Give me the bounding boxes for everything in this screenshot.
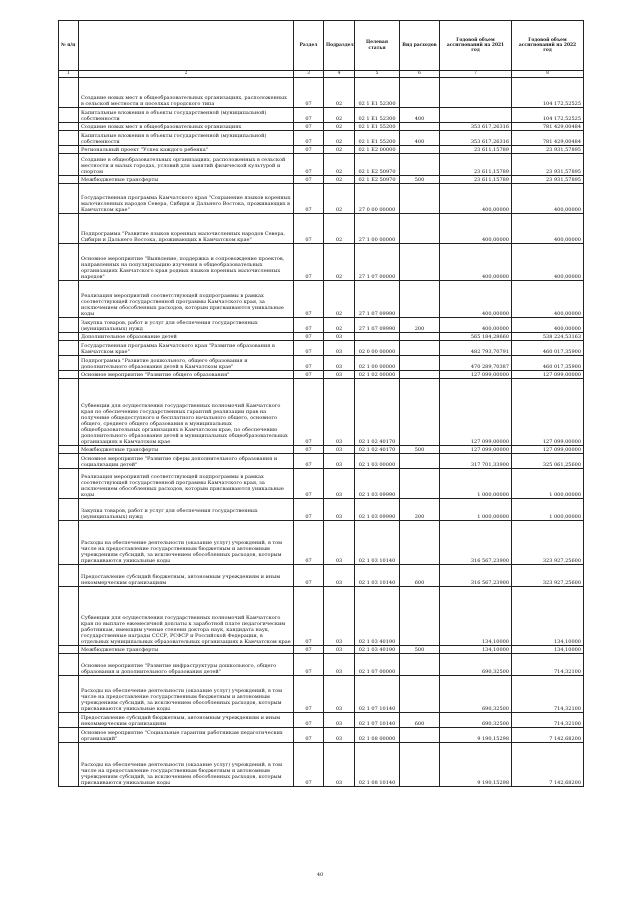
row-amount-2021: 127 099,00000	[440, 371, 512, 379]
row-expense-type	[400, 78, 440, 108]
row-target-article	[355, 333, 400, 341]
row-expense-type	[400, 379, 440, 446]
row-amount-2021: 316 567,23900	[440, 565, 512, 587]
table-row	[59, 123, 584, 131]
row-razdel: 07	[294, 371, 324, 379]
table-row	[59, 521, 584, 565]
row-target-article: 02 1 Е2 50970	[355, 176, 400, 184]
row-razdel: 07	[294, 108, 324, 123]
row-podrazdel: 02	[324, 78, 355, 108]
row-name: Подпрограмма "Развитие дошкольного, общего образования и дополнительного образования детей в Камчатском крае"	[79, 356, 294, 371]
row-amount-2022: 781 429,00484	[512, 131, 584, 146]
row-amount-2021	[440, 108, 512, 123]
row-razdel: 07	[294, 176, 324, 184]
row-podrazdel: 03	[324, 654, 355, 676]
row-expense-type	[400, 333, 440, 341]
row-razdel: 07	[294, 318, 324, 333]
table-row	[59, 131, 584, 146]
row-razdel: 07	[294, 281, 324, 318]
row-razdel: 07	[294, 654, 324, 676]
row-name: Межбюджетные трансферты	[79, 176, 294, 184]
table-row	[59, 565, 584, 587]
row-target-article: 27 1 07 00000	[355, 244, 400, 281]
row-podrazdel: 03	[324, 333, 355, 341]
row-name: Основное мероприятие "Социальные гарантии работникам педагогических организаций"	[79, 728, 294, 743]
row-amount-2021: 690,32500	[440, 676, 512, 713]
row-target-article: 02 1 00 00000	[355, 356, 400, 371]
row-amount-2022: 7 142,68200	[512, 728, 584, 743]
row-amount-2021: 317 701,33900	[440, 454, 512, 469]
row-expense-type: 400	[400, 131, 440, 146]
row-amount-2021: 127 099,00000	[440, 379, 512, 446]
row-name: Предоставление субсидий бюджетным, автономным учреждениям и иным некоммерческим организациям	[79, 565, 294, 587]
table-row	[59, 78, 584, 108]
row-razdel: 07	[294, 214, 324, 244]
row-podrazdel: 03	[324, 676, 355, 713]
table-row	[59, 214, 584, 244]
row-name: Капитальные вложения в объекты государственной (муниципальной) собственности	[79, 131, 294, 146]
row-razdel: 07	[294, 521, 324, 565]
row-razdel: 07	[294, 587, 324, 646]
row-amount-2021: 482 793,70791	[440, 341, 512, 356]
numbering-row	[59, 71, 584, 78]
row-podrazdel: 03	[324, 743, 355, 787]
table-row	[59, 176, 584, 184]
row-name: Основное мероприятие "Выявление, поддержка и сопровождение проектов, направленных на популяризацию изучения в общеобразовательных организациях Камчатского края родных языков коренных малочисленных народов"	[79, 244, 294, 281]
row-amount-2021: 134,10000	[440, 646, 512, 654]
row-number	[59, 654, 79, 676]
row-razdel: 07	[294, 333, 324, 341]
row-amount-2022: 714,32100	[512, 713, 584, 728]
row-number	[59, 728, 79, 743]
row-amount-2022: 127 099,00000	[512, 371, 584, 379]
row-number	[59, 108, 79, 123]
row-amount-2021	[440, 78, 512, 108]
row-amount-2021: 1 000,00000	[440, 469, 512, 499]
row-expense-type: 200	[400, 499, 440, 521]
table-row	[59, 318, 584, 333]
row-number	[59, 176, 79, 184]
row-amount-2022: 400,00000	[512, 184, 584, 214]
row-number	[59, 146, 79, 154]
row-razdel: 07	[294, 154, 324, 176]
row-number	[59, 371, 79, 379]
table-row	[59, 469, 584, 499]
row-podrazdel: 03	[324, 521, 355, 565]
row-target-article: 27 0 00 00000	[355, 184, 400, 214]
row-expense-type	[400, 587, 440, 646]
row-number	[59, 469, 79, 499]
row-name: Закупка товаров, работ и услуг для обеспечения государственных (муниципальных) нужд	[79, 318, 294, 333]
row-expense-type: 500	[400, 176, 440, 184]
row-razdel: 07	[294, 446, 324, 454]
row-target-article: 02 1 08 10140	[355, 743, 400, 787]
row-number	[59, 184, 79, 214]
table-row	[59, 728, 584, 743]
row-name: Межбюджетные трансферты	[79, 646, 294, 654]
row-number	[59, 123, 79, 131]
row-amount-2021: 9 190,15298	[440, 728, 512, 743]
row-target-article: 02 0 00 00000	[355, 341, 400, 356]
col-number: 2	[79, 71, 294, 78]
row-name: Основное мероприятие "Развитие общего образования"	[79, 371, 294, 379]
table-row	[59, 654, 584, 676]
row-razdel: 07	[294, 728, 324, 743]
row-target-article: 02 1 03 09990	[355, 499, 400, 521]
row-expense-type	[400, 356, 440, 371]
row-podrazdel: 03	[324, 379, 355, 446]
row-razdel: 07	[294, 646, 324, 654]
row-expense-type	[400, 743, 440, 787]
row-expense-type	[400, 454, 440, 469]
row-podrazdel: 02	[324, 146, 355, 154]
row-number	[59, 356, 79, 371]
row-target-article: 02 1 03 10140	[355, 565, 400, 587]
table-row	[59, 499, 584, 521]
row-number	[59, 379, 79, 446]
row-razdel: 07	[294, 676, 324, 713]
row-razdel: 07	[294, 146, 324, 154]
row-number	[59, 521, 79, 565]
row-podrazdel: 02	[324, 214, 355, 244]
row-target-article: 02 1 Е2 50970	[355, 154, 400, 176]
row-podrazdel: 03	[324, 446, 355, 454]
row-expense-type	[400, 123, 440, 131]
row-name: Создание новых мест в общеобразовательных организациях, расположенных в сельской местности и поселках городского типа	[79, 78, 294, 108]
row-amount-2021: 400,00000	[440, 244, 512, 281]
header-target: Целевая статья	[355, 21, 400, 71]
row-podrazdel: 02	[324, 244, 355, 281]
row-amount-2021: 316 567,23900	[440, 521, 512, 565]
col-number: 8	[512, 71, 584, 78]
row-amount-2022: 325 061,25600	[512, 454, 584, 469]
row-number	[59, 214, 79, 244]
row-razdel: 07	[294, 565, 324, 587]
row-name: Дополнительное образование детей	[79, 333, 294, 341]
row-expense-type: 200	[400, 318, 440, 333]
row-target-article: 02 1 Е1 52300	[355, 78, 400, 108]
row-amount-2022: 23 931,57895	[512, 176, 584, 184]
row-podrazdel: 02	[324, 131, 355, 146]
row-expense-type	[400, 154, 440, 176]
row-amount-2021: 400,00000	[440, 281, 512, 318]
row-expense-type	[400, 371, 440, 379]
row-name: Основное мероприятие "Развитие инфраструктуры дошкольного, общего образования и дополнительного образования детей"	[79, 654, 294, 676]
row-podrazdel: 02	[324, 176, 355, 184]
table-row	[59, 154, 584, 176]
row-amount-2022: 1 000,00000	[512, 499, 584, 521]
row-amount-2022: 134,10000	[512, 646, 584, 654]
table-row	[59, 356, 584, 371]
table-row	[59, 743, 584, 787]
row-podrazdel: 03	[324, 469, 355, 499]
row-podrazdel: 03	[324, 499, 355, 521]
row-amount-2021: 690,32500	[440, 654, 512, 676]
row-number	[59, 341, 79, 356]
row-number	[59, 244, 79, 281]
budget-table	[58, 20, 584, 787]
row-amount-2021: 565 184,28660	[440, 333, 512, 341]
row-razdel: 07	[294, 713, 324, 728]
row-expense-type	[400, 521, 440, 565]
row-amount-2021: 23 611,15789	[440, 176, 512, 184]
row-amount-2021: 127 099,00000	[440, 446, 512, 454]
row-amount-2022: 538 224,53163	[512, 333, 584, 341]
row-target-article: 02 1 08 00000	[355, 728, 400, 743]
header-name	[79, 21, 294, 71]
row-name: Государственная программа Камчатского края "Сохранение языков коренных малочисленных народов Севера, Сибири и Дальнего Востока, проживающих в Камчатском крае"	[79, 184, 294, 214]
row-amount-2022: 127 099,00000	[512, 379, 584, 446]
row-razdel: 07	[294, 123, 324, 131]
row-amount-2022: 323 927,25600	[512, 565, 584, 587]
row-number	[59, 333, 79, 341]
row-number	[59, 587, 79, 646]
row-name: Основное мероприятие "Развитие сферы дополнительного образования и социализации детей"	[79, 454, 294, 469]
row-expense-type	[400, 214, 440, 244]
header-vid: Вид расходов	[400, 21, 440, 71]
row-podrazdel: 02	[324, 108, 355, 123]
row-expense-type	[400, 244, 440, 281]
row-amount-2021: 1 000,00000	[440, 499, 512, 521]
row-podrazdel: 02	[324, 154, 355, 176]
row-amount-2022: 714,32100	[512, 676, 584, 713]
row-name: Капитальные вложения в объекты государственной (муниципальной) собственности	[79, 108, 294, 123]
row-razdel: 07	[294, 743, 324, 787]
row-razdel: 07	[294, 78, 324, 108]
row-target-article: 02 1 03 10140	[355, 521, 400, 565]
table-row	[59, 454, 584, 469]
row-amount-2021: 690,32500	[440, 713, 512, 728]
row-amount-2022: 460 017,35900	[512, 341, 584, 356]
table-row	[59, 587, 584, 646]
row-target-article: 27 1 00 00000	[355, 214, 400, 244]
row-expense-type: 600	[400, 565, 440, 587]
col-number: 7	[440, 71, 512, 78]
row-name: Реализация мероприятий соответствующей подпрограммы в рамках соответствующей государственной программы Камчатского края, за исключением обособленных расходов, которым присваиваются уникальные коды	[79, 469, 294, 499]
row-razdel: 07	[294, 454, 324, 469]
row-amount-2021: 23 611,15789	[440, 146, 512, 154]
row-name: Расходы на обеспечение деятельности (оказание услуг) учреждений, в том числе на предоставление государственным бюджетным и автономным учреждениям субсидий, за исключением обособленных расходов, которым присваиваются уникальные коды	[79, 676, 294, 713]
row-podrazdel: 03	[324, 565, 355, 587]
header-podrazdel: Подраздел	[324, 21, 355, 71]
row-expense-type	[400, 146, 440, 154]
row-expense-type	[400, 469, 440, 499]
row-name: Расходы на обеспечение деятельности (оказание услуг) учреждений, в том числе на предоставление государственным бюджетным и автономным учреждениям субсидий, за исключением обособленных расходов, которым присваиваются уникальные коды	[79, 743, 294, 787]
row-name: Субвенции для осуществления государственных полномочий Камчатского края по обеспечению государственных гарантий реализации прав на получение общедоступного и бесплатного начального общего, основного общего, среднего общего образования в муниципальных общеобразовательных организациях в Камчатском крае, по обеспечению дополнительного образования детей в муниципальных общеобразовательных организациях в Камчатском крае	[79, 379, 294, 446]
row-target-article: 02 1 Е1 55200	[355, 123, 400, 131]
row-number	[59, 454, 79, 469]
row-amount-2022: 134,10000	[512, 587, 584, 646]
row-podrazdel: 03	[324, 454, 355, 469]
table-row	[59, 184, 584, 214]
row-name: Расходы на обеспечение деятельности (оказание услуг) учреждений, в том числе на предоставление государственным бюджетным и автономным учреждениям субсидий, за исключением обособленных расходов, которым присваиваются уникальные коды	[79, 521, 294, 565]
row-razdel: 07	[294, 131, 324, 146]
row-name: Создание в общеобразовательных организациях, расположенных в сельской местности и малых городах, условий для занятий физической культурой и спортом	[79, 154, 294, 176]
table-row	[59, 646, 584, 654]
row-podrazdel: 03	[324, 371, 355, 379]
row-amount-2022: 23 931,57895	[512, 146, 584, 154]
header-razdel: Раздел	[294, 21, 324, 71]
row-amount-2022: 460 017,35900	[512, 356, 584, 371]
row-amount-2022: 400,00000	[512, 214, 584, 244]
row-number	[59, 154, 79, 176]
row-amount-2022: 714,32100	[512, 654, 584, 676]
row-amount-2021: 353 617,26316	[440, 131, 512, 146]
row-podrazdel: 03	[324, 646, 355, 654]
row-razdel: 07	[294, 244, 324, 281]
header-2022: Годовой объем ассигнований на 2022 год	[512, 21, 584, 71]
row-name: Создание новых мест в общеобразовательных организациях	[79, 123, 294, 131]
page-number: 40	[316, 872, 324, 878]
row-expense-type	[400, 281, 440, 318]
row-number	[59, 713, 79, 728]
table-row	[59, 446, 584, 454]
row-expense-type	[400, 654, 440, 676]
row-target-article: 02 1 Е1 55200	[355, 131, 400, 146]
row-amount-2022: 104 172,52525	[512, 78, 584, 108]
row-expense-type	[400, 728, 440, 743]
row-podrazdel: 02	[324, 123, 355, 131]
col-number: 6	[400, 71, 440, 78]
row-name: Закупка товаров, работ и услуг для обеспечения государственных (муниципальных) нужд	[79, 499, 294, 521]
table-row	[59, 676, 584, 713]
row-number	[59, 676, 79, 713]
table-row	[59, 713, 584, 728]
row-podrazdel: 03	[324, 587, 355, 646]
row-podrazdel: 02	[324, 184, 355, 214]
row-number	[59, 446, 79, 454]
row-number	[59, 565, 79, 587]
row-amount-2021: 134,10000	[440, 587, 512, 646]
table-row	[59, 146, 584, 154]
row-amount-2022: 323 927,25600	[512, 521, 584, 565]
row-expense-type: 600	[400, 713, 440, 728]
row-target-article: 27 1 07 09990	[355, 318, 400, 333]
row-number	[59, 646, 79, 654]
row-razdel: 07	[294, 184, 324, 214]
row-number	[59, 131, 79, 146]
row-podrazdel: 02	[324, 318, 355, 333]
row-amount-2021: 470 289,70387	[440, 356, 512, 371]
row-expense-type: 500	[400, 646, 440, 654]
row-target-article: 02 1 07 00000	[355, 654, 400, 676]
row-expense-type	[400, 341, 440, 356]
row-name: Межбюджетные трансферты	[79, 446, 294, 454]
row-number	[59, 499, 79, 521]
row-expense-type: 500	[400, 446, 440, 454]
table-row	[59, 281, 584, 318]
row-target-article: 02 1 02 40170	[355, 379, 400, 446]
row-amount-2022: 400,00000	[512, 318, 584, 333]
row-amount-2022: 1 000,00000	[512, 469, 584, 499]
row-name: Реализация мероприятий соответствующей подпрограммы в рамках соответствующей государственной программы Камчатского края, за исключением обособленных расходов, которым присваиваются уникальные коды	[79, 281, 294, 318]
row-target-article: 02 1 Е1 52300	[355, 108, 400, 123]
table-row	[59, 244, 584, 281]
col-number: 4	[324, 71, 355, 78]
row-razdel: 07	[294, 341, 324, 356]
table-row	[59, 333, 584, 341]
row-target-article: 02 1 07 10140	[355, 676, 400, 713]
row-number	[59, 743, 79, 787]
row-podrazdel: 03	[324, 728, 355, 743]
row-name: Предоставление субсидий бюджетным, автономным учреждениям и иным некоммерческим организациям	[79, 713, 294, 728]
row-name: Подпрограмма "Развитие языков коренных малочисленных народов Севера, Сибири и Дальнего Востока, проживающих в Камчатском крае"	[79, 214, 294, 244]
row-amount-2022: 23 931,57895	[512, 154, 584, 176]
row-number	[59, 281, 79, 318]
row-target-article: 02 1 Е2 00000	[355, 146, 400, 154]
header-row	[59, 21, 584, 71]
table-body	[59, 78, 584, 787]
row-target-article: 02 1 02 00000	[355, 371, 400, 379]
row-amount-2022: 104 172,52525	[512, 108, 584, 123]
row-amount-2022: 127 099,00000	[512, 446, 584, 454]
row-amount-2021: 23 611,15789	[440, 154, 512, 176]
row-expense-type: 400	[400, 108, 440, 123]
row-podrazdel: 02	[324, 281, 355, 318]
row-target-article: 02 1 03 09990	[355, 469, 400, 499]
header-2021: Годовой объем ассигнований на 2021 год	[440, 21, 512, 71]
col-number: 1	[59, 71, 79, 78]
row-podrazdel: 03	[324, 341, 355, 356]
row-amount-2021: 400,00000	[440, 214, 512, 244]
row-razdel: 07	[294, 379, 324, 446]
row-target-article: 02 1 02 40170	[355, 446, 400, 454]
row-amount-2022: 400,00000	[512, 244, 584, 281]
row-podrazdel: 03	[324, 713, 355, 728]
row-name: Государственная программа Камчатского края "Развитие образования в Камчатском крае"	[79, 341, 294, 356]
table-row	[59, 108, 584, 123]
row-razdel: 07	[294, 356, 324, 371]
row-amount-2021: 400,00000	[440, 318, 512, 333]
row-amount-2022: 7 142,68200	[512, 743, 584, 787]
row-amount-2021: 400,00000	[440, 184, 512, 214]
col-number: 3	[294, 71, 324, 78]
row-target-article: 02 1 03 40190	[355, 646, 400, 654]
row-number	[59, 318, 79, 333]
header-no: № п/п	[59, 21, 79, 71]
row-amount-2021: 353 617,26316	[440, 123, 512, 131]
row-name: Региональный проект "Успех каждого ребенка"	[79, 146, 294, 154]
row-razdel: 07	[294, 499, 324, 521]
row-target-article: 27 1 07 09990	[355, 281, 400, 318]
row-target-article: 02 1 03 00000	[355, 454, 400, 469]
row-target-article: 02 1 03 40190	[355, 587, 400, 646]
table-row	[59, 379, 584, 446]
col-number: 5	[355, 71, 400, 78]
row-amount-2022: 781 429,00484	[512, 123, 584, 131]
row-expense-type	[400, 676, 440, 713]
row-razdel: 07	[294, 469, 324, 499]
row-expense-type	[400, 184, 440, 214]
row-amount-2022: 400,00000	[512, 281, 584, 318]
table-row	[59, 371, 584, 379]
row-number	[59, 78, 79, 108]
row-amount-2021: 9 190,15298	[440, 743, 512, 787]
row-target-article: 02 1 07 10140	[355, 713, 400, 728]
table-row	[59, 341, 584, 356]
row-name: Субвенции для осуществления государственных полномочий Камчатского края по выплате ежемесячной доплаты к заработной плате педагогическим работникам, имеющим ученые степени доктора наук, кандидата наук, государственные награды СССР, РСФСР и Российской Федерации, в отдельных муниципальных образовательных организациях в Камчатском крае	[79, 587, 294, 646]
row-podrazdel: 03	[324, 356, 355, 371]
